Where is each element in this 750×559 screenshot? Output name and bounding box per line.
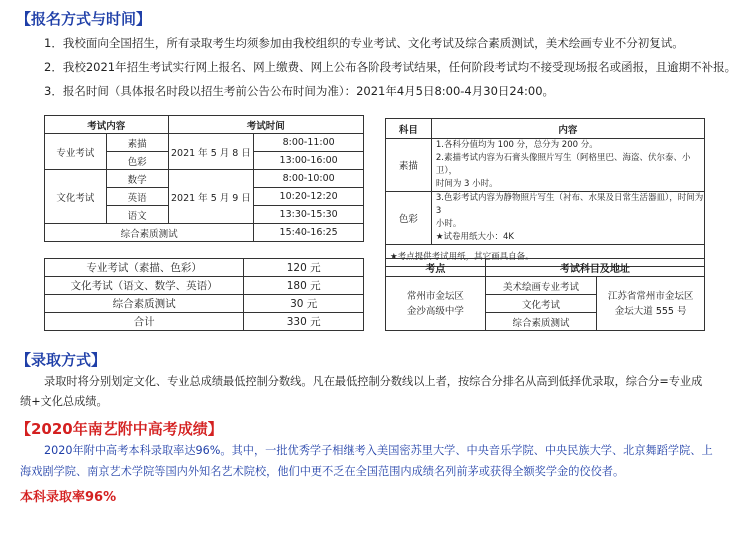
schedule-header-time: 考试时间 [168,116,363,134]
subject-sumiao: 素描 [386,139,432,192]
schedule-header-content: 考试内容 [45,116,169,134]
schedule-time: 13:30-15:30 [254,206,364,224]
admission-line-1: 录取时将分别划定文化、专业总成绩最低控制分数线。凡在最低控制分数线以上者，按综合分排名从高到低择优录取，综合分=专业成 [44,375,703,388]
schedule-group-culture: 文化考试 [45,170,107,224]
fee-item: 专业考试（素描、色彩） [45,259,244,277]
venue-table [385,258,705,331]
venue-address-line: 金坛大道 555 号 [614,305,687,317]
schedule-date: 2021 年 5 月 8 日 [168,134,254,170]
subjects-note: ★考点提供考试用纸，其它画具自备。 [386,245,705,267]
schedule-time: 8:00-11:00 [254,134,364,152]
venue-subject: 文化考试 [485,295,597,313]
section-title-admission: 【录取方式】 [16,351,107,369]
section-title-registration: 【报名方式与时间】 [16,10,152,28]
admission-rate: 本科录取率96% [20,490,117,505]
results-line-2: 海戏剧学院、南京艺术学院等国内外知名艺术院校，他们中更不乏在全国范围内成绩名列前茅或获得全额奖学金的佼佼者。 [20,465,625,478]
subject-sumiao-line: 时间为 3 小时。 [435,179,498,189]
schedule-subject: 数学 [106,170,168,188]
venue-site-line: 常州市金坛区 [406,290,464,302]
fee-amount: 330 元 [244,313,364,331]
registration-item-2: 2．我校2021年招生考试实行网上报名、网上缴费、网上公布各阶段考试结果，任何阶段考试均不接受现场报名或函报，且逾期不补报。 [44,60,737,74]
subject-sumiao-line: 2.素描考试内容为石膏头像照片写生（阿格里巴、海盗、伏尔泰、小卫）， [435,153,691,176]
schedule-subject: 语文 [106,206,168,224]
venue-subject: 美术绘画专业考试 [485,277,597,295]
registration-item-1: 1．我校面向全国招生，所有录取考生均须参加由我校组织的专业考试、文化考试及综合素质测试，美术绘画专业不分初复试。 [44,36,684,50]
fee-amount: 120 元 [244,259,364,277]
venue-header-site: 考点 [386,259,486,277]
subject-secai-line: 3.色彩考试内容为静物照片写生（衬布、水果及日常生活器皿），时间为 3 [435,193,704,216]
fee-item: 合计 [45,313,244,331]
subject-secai-line: 小时。 [435,219,462,229]
schedule-subject: 英语 [106,188,168,206]
schedule-time: 15:40-16:25 [254,224,364,242]
subject-secai-line: ★试卷用纸大小：4K [435,232,514,242]
fee-amount: 180 元 [244,277,364,295]
schedule-group-professional: 专业考试 [45,134,107,170]
exam-schedule-table [44,115,364,242]
section-title-results: 【2020年南艺附中高考成绩】 [16,420,223,438]
subject-sumiao-line: 1.各科分值均为 100 分，总分为 200 分。 [435,140,598,150]
subjects-table [385,118,705,267]
venue-subject: 综合素质测试 [485,313,597,331]
schedule-subject: 色彩 [106,152,168,170]
subjects-header-subject: 科目 [386,119,432,139]
venue-site-line: 金沙高级中学 [406,305,464,317]
schedule-subject: 素描 [106,134,168,152]
subject-secai: 色彩 [386,192,432,245]
admission-line-2: 绩+文化总成绩。 [20,395,108,408]
schedule-date: 2021 年 5 月 9 日 [168,170,254,224]
subjects-header-content: 内容 [431,119,704,139]
registration-item-3: 3．报名时间（具体报名时段以招生考前公告公布时间为准）：2021年4月5日8:00-4月30日24:00。 [44,84,555,98]
fee-item: 文化考试（语文、数学、英语） [45,277,244,295]
venue-address-line: 江苏省常州市金坛区 [607,290,694,302]
venue-header-subjects: 考试科目及地址 [485,259,704,277]
results-line-1: 2020年附中高考本科录取率达96%。其中，一批优秀学子相继考入美国密苏里大学、中央音乐学院、中央民族大学、北京舞蹈学院、上 [44,444,713,457]
schedule-time: 8:00-10:00 [254,170,364,188]
schedule-comprehensive: 综合素质测试 [45,224,254,242]
fee-item: 综合素质测试 [45,295,244,313]
schedule-time: 13:00-16:00 [254,152,364,170]
fee-amount: 30 元 [244,295,364,313]
schedule-time: 10:20-12:20 [254,188,364,206]
fees-table [44,258,364,331]
